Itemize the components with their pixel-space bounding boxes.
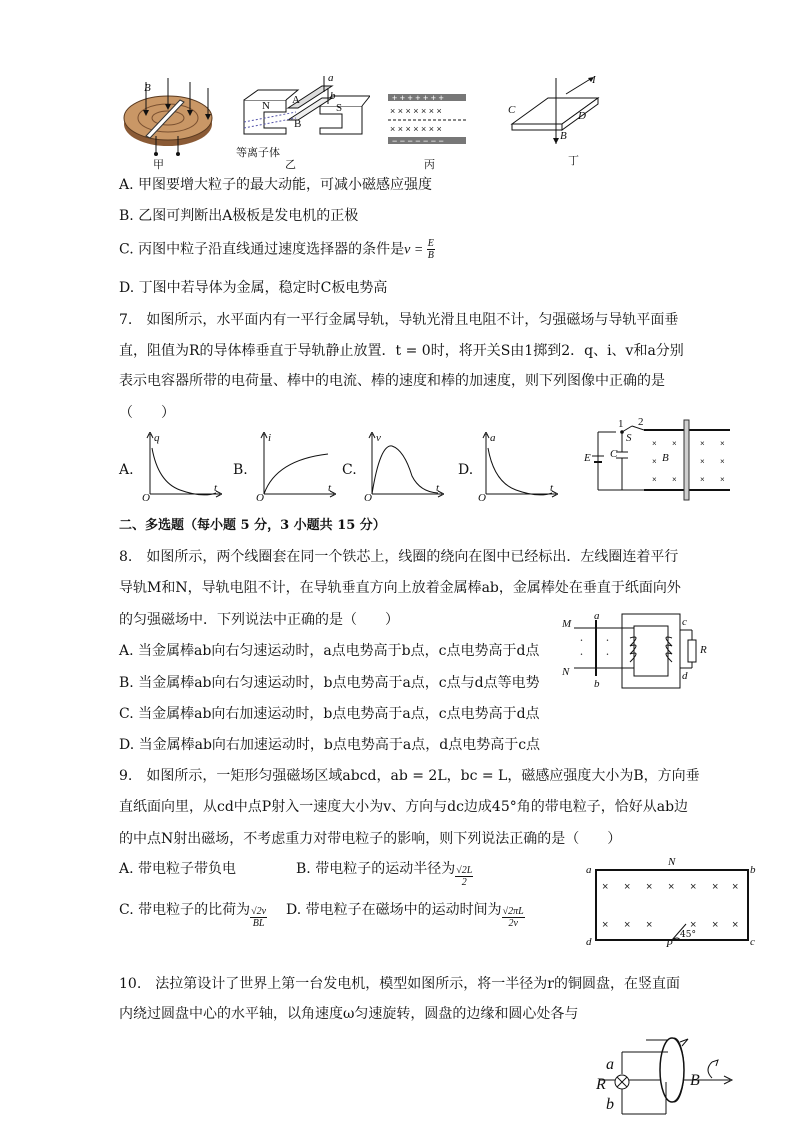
q9-option-d-fraction: $\frac{√2\pi L}{2v}$ — [502, 906, 524, 929]
svg-text:×: × — [700, 475, 705, 484]
svg-text:− − − − − − −: − − − − − − − — [392, 136, 444, 146]
fig-yi-a: A — [292, 94, 300, 106]
svg-text:×: × — [672, 439, 677, 448]
q7-circuit-b: B — [662, 452, 669, 464]
q6-option-d: D. 丁图中若导体为金属，稳定时C板电势高 — [119, 280, 388, 296]
q10-figure — [590, 1030, 750, 1120]
q7-circuit-e: E — [584, 452, 591, 464]
svg-text:×: × — [652, 439, 657, 448]
q7-option-d-label: D. — [458, 462, 474, 478]
q9-option-b — [296, 859, 473, 888]
figure-ding — [506, 74, 606, 148]
q9-line-3: 的中点N射出磁场，不考虑重力对带电粒子的影响，则下列说法正确的是（ ） — [119, 831, 622, 847]
svg-text:×: × — [652, 475, 657, 484]
q9-option-b-text: B. 带电粒子的运动半径为 — [296, 861, 456, 877]
svg-text:×: × — [624, 919, 631, 931]
q9-option-a: A. 带电粒子带负电 — [119, 861, 237, 877]
svg-text:•: • — [580, 652, 583, 658]
fig-yi-la: a — [328, 72, 334, 84]
q9-fig-angle: 45° — [680, 930, 696, 940]
svg-text:×: × — [700, 439, 705, 448]
q7-circuit-c: C — [610, 448, 618, 460]
q7-graph-c-t: t — [436, 482, 440, 494]
q8-fig-r: R — [700, 644, 707, 656]
q7-graph-b-t: t — [328, 482, 332, 494]
fig-yi-lb: b — [330, 90, 336, 102]
svg-text:×: × — [668, 881, 675, 893]
q7-graph-d-t: t — [550, 482, 554, 494]
q6-option-a: A. 甲图要增大粒子的最大动能，可减小磁感应强度 — [119, 177, 433, 193]
q7-graph-c-o: O — [364, 492, 372, 504]
caption-jia: 甲 — [153, 158, 164, 171]
q9-fig-c: c — [750, 936, 755, 948]
q9-option-b-fraction: $\frac{√2L}{2}$ — [456, 865, 473, 888]
q7-option-a-label: A. — [119, 462, 134, 478]
q10-line-2: 内绕过圆盘中心的水平轴，以角速度ω匀速旋转，圆盘的边缘和圆心处各与 — [119, 1006, 579, 1022]
q7-line-2: 直，阻值为R的导体棒垂直于导轨静止放置．t = 0时，将开关S由1掷到2．q、i、v和a分别 — [119, 343, 684, 359]
q10-line-1: 10. 法拉第设计了世界上第一台发电机，模型如图所示，将一半径为r的铜圆盘，在竖直面 — [119, 976, 680, 992]
q9-option-c-text: C. 带电粒子的比荷为 — [119, 902, 251, 918]
q7-graph-b — [254, 432, 336, 502]
q7-graph-b-y: i — [268, 432, 272, 444]
q6-option-c-v: v = — [404, 242, 427, 258]
svg-text:×: × — [646, 919, 653, 931]
q8-fig-n: N — [562, 666, 570, 678]
q8-line-2: 导轨M和N，导轨电阻不计，在导轨垂直方向上放着金属棒ab，金属棒处在垂直于纸面向外 — [119, 580, 681, 596]
q10-fig-bb: B — [690, 1072, 700, 1089]
q9-option-c — [119, 900, 267, 929]
q7-option-b-label: B. — [233, 462, 248, 478]
q7-graph-a-y: q — [154, 432, 160, 444]
q7-graph-a — [140, 432, 222, 502]
q7-graph-d — [476, 432, 558, 502]
fig-yi-plasma: 等离子体 — [236, 146, 280, 159]
svg-text:•: • — [606, 638, 609, 644]
q9-fig-n: N — [668, 856, 676, 868]
q9-fig-d: d — [586, 936, 592, 948]
q8-figure — [558, 612, 718, 692]
q9-fig-a: a — [586, 864, 592, 876]
svg-text:×: × — [602, 919, 609, 931]
svg-text:× × × × × × ×: × × × × × × × — [390, 124, 442, 134]
q6-option-b: B. 乙图可判断出A极板是发电机的正极 — [119, 208, 359, 224]
q9-option-c-fraction: $\frac{√2v}{BL}$ — [251, 906, 267, 929]
figure-bing — [388, 92, 466, 146]
section-multiple-choice-header: 二、多选题（每小题 5 分，3 小题共 15 分） — [119, 518, 386, 533]
q9-fig-p: P — [666, 938, 673, 950]
q8-fig-b: b — [594, 678, 600, 690]
fig-yi-n: N — [262, 100, 270, 112]
svg-text:•: • — [606, 652, 609, 658]
svg-text:×: × — [712, 881, 719, 893]
q7-circuit-n2: 2 — [638, 416, 644, 428]
q6-option-c-fraction: $\frac{E}{B}$ — [427, 238, 434, 261]
q9-line-2: 直纸面向里，从cd中点P射入一速度大小为v、方向与dc边成45°角的带电粒子，恰好从ab边 — [119, 799, 689, 815]
q8-fig-a: a — [594, 610, 600, 622]
svg-text:×: × — [652, 457, 657, 466]
q7-graph-d-y: a — [490, 432, 496, 444]
svg-text:×: × — [700, 457, 705, 466]
svg-text:×: × — [690, 919, 697, 931]
q7-graph-a-t: t — [214, 482, 218, 494]
q9-figure — [586, 856, 760, 948]
svg-text:×: × — [646, 881, 653, 893]
q8-option-c: C. 当金属棒ab向右加速运动时，b点电势高于a点，c点电势高于d点 — [119, 706, 540, 722]
q7-line-3: 表示电容器所带的电荷量、棒中的电流、棒的速度和棒的加速度，则下列图像中正确的是 — [119, 373, 665, 389]
fig-ding-c: C — [508, 104, 516, 116]
svg-text:×: × — [732, 919, 739, 931]
svg-text:× × × × × × ×: × × × × × × × — [390, 106, 442, 116]
q7-circuit-n1: 1 — [618, 418, 624, 430]
fig-yi-bb: B — [294, 118, 302, 130]
svg-text:×: × — [602, 881, 609, 893]
fig-ding-i: I — [592, 74, 596, 86]
caption-bing: 丙 — [424, 158, 435, 171]
q9-line-1: 9. 如图所示，一矩形匀强磁场区域abcd，ab = 2L，bc = L，磁感应强度大小为B，方向垂 — [119, 768, 700, 784]
caption-ding: 丁 — [568, 154, 579, 167]
q9-option-d-text: D. 带电粒子在磁场中的运动时间为 — [286, 902, 502, 918]
q8-option-a: A. 当金属棒ab向右匀速运动时，a点电势高于b点，c点电势高于d点 — [119, 643, 540, 659]
svg-text:×: × — [690, 881, 697, 893]
svg-text:×: × — [720, 439, 725, 448]
fig-ding-b: B — [560, 130, 567, 142]
q8-line-1: 8. 如图所示，两个线圈套在同一个铁芯上，线圈的绕向在图中已经标出．左线圈连着平行 — [119, 549, 679, 565]
q7-graph-b-o: O — [256, 492, 264, 504]
q7-graph-d-o: O — [478, 492, 486, 504]
fig-ding-d: D — [578, 110, 586, 122]
fig-jia-b-label: B — [144, 82, 151, 94]
q7-graph-c-y: v — [376, 432, 381, 444]
q7-graph-a-o: O — [142, 492, 150, 504]
svg-text:+ + + + + + +: + + + + + + + — [392, 93, 444, 103]
q10-fig-b: b — [606, 1096, 614, 1113]
q8-fig-m: M — [562, 618, 572, 630]
svg-text:×: × — [672, 475, 677, 484]
svg-text:×: × — [732, 881, 739, 893]
q8-option-d: D. 当金属棒ab向右加速运动时，b点电势高于a点，d点电势高于c点 — [119, 737, 541, 753]
svg-text:×: × — [720, 457, 725, 466]
q7-circuit-s: S — [626, 432, 632, 444]
svg-text:•: • — [580, 638, 583, 644]
q8-fig-d: d — [682, 670, 688, 682]
fig-yi-s: S — [336, 102, 343, 114]
q10-fig-r: R — [596, 1076, 606, 1093]
svg-text:×: × — [624, 881, 631, 893]
svg-text:×: × — [712, 919, 719, 931]
q7-circuit-figure — [582, 418, 732, 502]
svg-text:×: × — [720, 475, 725, 484]
q7-graph-c — [362, 432, 444, 502]
q8-line-3: 的匀强磁场中．下列说法中正确的是（ ） — [119, 612, 399, 628]
q7-paren: （ ） — [119, 405, 175, 421]
q10-fig-a: a — [606, 1056, 614, 1073]
figure-jia — [118, 78, 224, 164]
q8-fig-c: c — [682, 616, 687, 628]
caption-yi: 乙 — [285, 158, 296, 171]
q9-option-d — [286, 900, 525, 929]
q9-fig-b: b — [750, 864, 756, 876]
q8-option-b: B. 当金属棒ab向右匀速运动时，b点电势高于a点，c点与d点等电势 — [119, 675, 540, 691]
q6-option-c — [119, 238, 435, 261]
q7-line-1: 7. 如图所示，水平面内有一平行金属导轨，导轨光滑且电阻不计，匀强磁场与导轨平面垂 — [119, 312, 679, 328]
q6-option-c-text: C. 丙图中粒子沿直线通过速度选择器的条件是 — [119, 241, 405, 258]
q7-option-c-label: C. — [342, 462, 357, 478]
